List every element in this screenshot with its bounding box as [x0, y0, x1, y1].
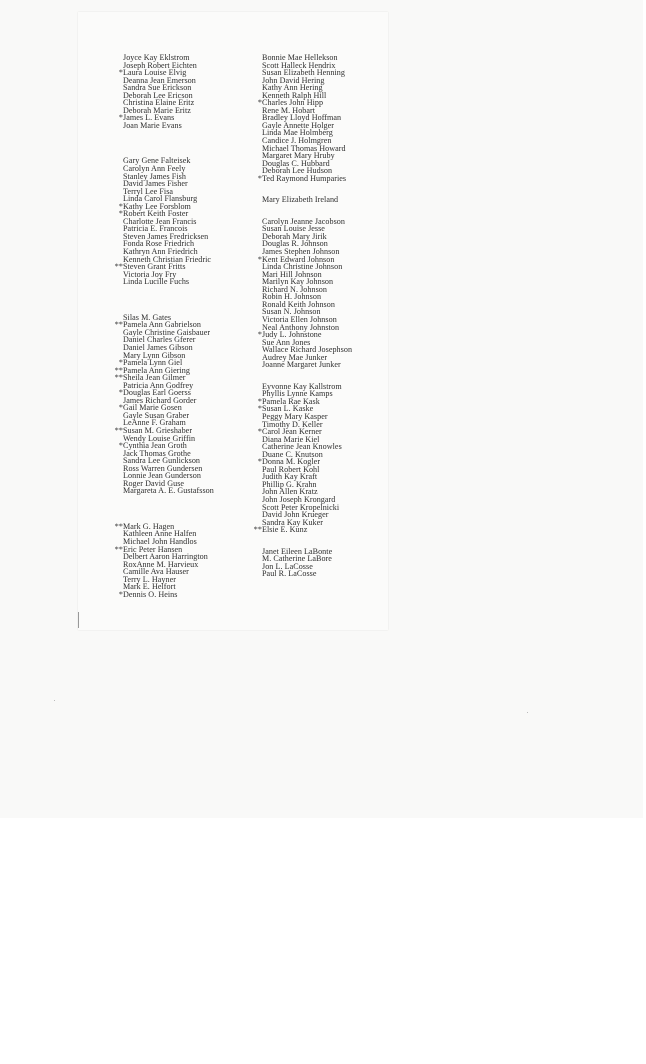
student-name: Christina Elaine Eritz	[123, 98, 195, 108]
student-name: Charles John Hipp	[262, 98, 324, 108]
student-name: Douglas R. Johnson	[262, 239, 328, 249]
student-name: John Joseph Krongard	[262, 494, 336, 504]
student-name: Marilyn Kay Johnson	[262, 277, 334, 287]
student-name: John David Hering	[262, 75, 325, 85]
student-name: Fonda Rose Friedrich	[123, 239, 195, 249]
student-name: Deanna Jean Emerson	[123, 75, 196, 85]
honor-mark: *	[257, 457, 262, 467]
name-entry	[251, 175, 352, 183]
name-column-left	[112, 54, 214, 598]
student-name: Ronald Keith Johnson	[262, 299, 335, 309]
name-group	[112, 54, 214, 129]
student-name: Ross Warren Gundersen	[123, 463, 203, 473]
name-entry	[251, 196, 352, 204]
honor-mark: *	[118, 358, 123, 368]
honor-mark: *	[257, 404, 262, 414]
student-name: Lonnie Jean Gunderson	[123, 471, 201, 481]
name-group	[251, 548, 352, 578]
student-name: Janet Eileen LaBonte	[262, 546, 333, 556]
student-name: Joyce Kay Eklstrom	[123, 53, 190, 62]
student-name: Victoria Joy Fry	[123, 269, 177, 279]
student-name: Steven Grant Fritts	[123, 262, 186, 272]
student-name: Roger David Guse	[123, 478, 185, 488]
honor-mark: *	[257, 427, 262, 437]
student-name: Kent Edward Johnson	[262, 254, 335, 264]
student-name: Pamela Lynn Giel	[123, 358, 183, 368]
student-name: Scott Peter Kropelnicki	[262, 502, 340, 512]
student-name: Kenneth Christian Friedric	[123, 254, 212, 264]
student-name: RoxAnne M. Harvieux	[123, 559, 199, 569]
student-name: M. Catherine LaBore	[262, 554, 332, 564]
student-name: Jack Thomas Grothe	[123, 448, 191, 458]
student-name: Charlotte Jean Francis	[123, 216, 197, 226]
honor-mark: **	[114, 365, 123, 375]
student-name: Camille Ava Hauser	[123, 567, 189, 577]
student-name: Kathleen Anne Halfen	[123, 529, 197, 539]
scan-speck	[54, 700, 55, 701]
honor-mark: *	[118, 113, 123, 123]
student-name: Peggy Mary Kasper	[262, 411, 328, 421]
name-column-right	[251, 54, 352, 578]
name-entry	[112, 278, 214, 286]
student-name: Deborah Mary Jirik	[262, 231, 327, 241]
student-name: Deborah Marie Eritz	[123, 105, 191, 115]
student-name: Judy L. Johnstone	[262, 330, 322, 340]
student-name: Carolyn Jeanne Jacobson	[262, 216, 345, 226]
honor-mark: *	[118, 209, 123, 219]
student-name: Wallace Richard Josephson	[262, 345, 353, 355]
student-name: LeAnne F. Graham	[123, 418, 186, 428]
student-name: Susan Louise Jesse	[262, 224, 325, 234]
student-name: Catherine Jean Knowles	[262, 442, 342, 452]
student-name: Mark E. Helfort	[123, 582, 176, 592]
student-name: Kathy Lee Forsblom	[123, 201, 191, 211]
name-group	[112, 157, 214, 285]
student-name: David James Fisher	[123, 179, 188, 189]
student-name: Cynthia Jean Groth	[123, 441, 187, 451]
name-group	[112, 523, 214, 598]
name-group	[112, 314, 214, 495]
student-name: Gail Marie Gosen	[123, 403, 182, 413]
student-name: Susan Elizabeth Henning	[262, 68, 345, 78]
name-entry	[251, 570, 352, 578]
page-edge-mark	[78, 612, 79, 628]
student-name: Phillip G. Krahn	[262, 479, 317, 489]
student-name: Daniel Charles Gferer	[123, 335, 196, 345]
honor-mark: *	[118, 388, 123, 398]
student-name: Gayle Annette Holger	[262, 120, 335, 130]
student-name: Gayle Susan Graber	[123, 410, 190, 420]
student-name: Carol Jean Kerner	[262, 427, 322, 437]
student-name: Linda Lucille Fuchs	[123, 277, 190, 287]
student-name: Scott Halleck Hendrix	[262, 60, 336, 70]
name-group	[251, 218, 352, 369]
student-name: Michael John Handlos	[123, 536, 197, 546]
student-name: James L. Evans	[123, 113, 175, 123]
student-name: Susan M. Grieshaber	[123, 425, 193, 435]
honor-mark: **	[114, 373, 123, 383]
student-name: Joan Marie Evans	[123, 120, 182, 130]
student-name: Wendy Louise Griffin	[123, 433, 196, 443]
student-name: Sheila Jean Gilmer	[123, 373, 186, 383]
student-name: Linda Mae Holmberg	[262, 128, 333, 138]
honor-mark: **	[253, 525, 262, 535]
name-entry	[112, 591, 214, 599]
student-name: Sue Ann Jones	[262, 337, 311, 347]
student-name: Elsie E. Kunz	[262, 525, 308, 535]
student-name: Pamela Ann Giering	[123, 365, 190, 375]
student-name: Deborah Lee Hudson	[262, 166, 333, 176]
student-name: Bonnie Mae Hellekson	[262, 53, 338, 62]
student-name: Gary Gene Falteisek	[123, 156, 191, 166]
student-name: Silas M. Gates	[123, 312, 172, 322]
student-name: Donna M. Kogler	[262, 457, 321, 467]
name-entry	[112, 487, 214, 495]
honor-mark: *	[257, 330, 262, 340]
student-name: Kathryn Ann Friedrich	[123, 247, 198, 257]
name-group	[251, 54, 352, 182]
student-name: Patricia E. Francois	[123, 224, 188, 234]
student-name: Robin H. Johnson	[262, 292, 322, 302]
name-group	[251, 196, 352, 204]
student-name: Kenneth Ralph Hill	[262, 90, 327, 100]
honor-mark: *	[257, 173, 262, 183]
honor-mark: *	[118, 68, 123, 78]
student-name: Candice J. Holmgren	[262, 136, 332, 146]
honor-mark: *	[118, 201, 123, 211]
student-name: Susan L. Kaske	[262, 404, 314, 414]
student-name: Douglas C. Hubbard	[262, 158, 330, 168]
student-name: Duane C. Knutson	[262, 449, 323, 459]
student-name: Daniel James Gibson	[123, 342, 193, 352]
student-name: Paul Robert Kohl	[262, 464, 320, 474]
student-name: Michael Thomas Howard	[262, 143, 346, 153]
honor-mark: *	[118, 589, 123, 599]
student-name: Eyvonne Kay Kallstrom	[262, 381, 342, 391]
student-name: Patricia Ann Godfrey	[123, 380, 194, 390]
honor-mark: **	[114, 320, 123, 330]
student-name: Pamela Rae Kask	[262, 396, 320, 406]
student-name: Rene M. Hobart	[262, 105, 316, 115]
name-group	[251, 383, 352, 534]
student-name: Jon L. LaCosse	[262, 561, 313, 571]
student-name: Margaret Mary Hruby	[262, 151, 335, 161]
student-name: Phyllis Lynne Kamps	[262, 389, 333, 399]
honor-mark: *	[257, 396, 262, 406]
name-entry	[112, 122, 214, 130]
student-name: Delbert Aaron Harrington	[123, 552, 208, 562]
honor-mark: **	[114, 262, 123, 272]
student-name: Terryl Lee Fisa	[123, 186, 174, 196]
student-name: Audrey Mae Junker	[262, 352, 328, 362]
student-name: Timothy D. Keller	[262, 419, 323, 429]
student-name: Laura Louise Elvig	[123, 68, 187, 78]
student-name: Richard N. Johnson	[262, 284, 327, 294]
student-name: Sandra Kay Kuker	[262, 517, 324, 527]
student-name: John Allen Kratz	[262, 487, 318, 497]
student-name: Paul R. LaCosse	[262, 569, 317, 579]
student-name: Linda Christine Johnson	[262, 262, 343, 272]
student-name: Steven James Fredricksen	[123, 231, 209, 241]
student-name: Dennis O. Heins	[123, 589, 178, 599]
student-name: Eric Peter Hansen	[123, 544, 183, 554]
student-name: Mark G. Hagen	[123, 521, 175, 531]
student-name: Linda Carol Flansburg	[123, 194, 198, 204]
student-name: James Stephen Johnson	[262, 247, 340, 257]
honor-mark: *	[257, 98, 262, 108]
student-name: Mary Elizabeth Ireland	[262, 195, 339, 205]
student-name: Carolyn Ann Feely	[123, 164, 186, 174]
student-name: Joseph Robert Eichten	[123, 60, 197, 70]
name-entry	[251, 361, 352, 369]
student-name: Robert Keith Foster	[123, 209, 189, 219]
student-name: Neal Anthony Johnston	[262, 322, 340, 332]
student-name: David John Krueger	[262, 510, 329, 520]
honor-mark: **	[114, 544, 123, 554]
name-entry	[251, 526, 352, 534]
student-name: Gayle Christine Gaisbauer	[123, 327, 211, 337]
student-name: Victoria Ellen Johnson	[262, 314, 337, 324]
honor-mark: **	[114, 425, 123, 435]
student-name: Sandra Lee Gunlickson	[123, 456, 201, 466]
student-name: James Richard Gorder	[123, 395, 197, 405]
student-name: Margareta A. E. Gustafsson	[123, 486, 214, 496]
student-name: Susan N. Johnson	[262, 307, 321, 317]
student-name: Deborah Lee Ericson	[123, 90, 193, 100]
student-name: Ted Raymond Humparies	[262, 173, 347, 183]
student-name: Bradley Lloyd Hoffman	[262, 113, 342, 123]
honor-mark: *	[257, 254, 262, 264]
student-name: Stanley James Fish	[123, 171, 186, 181]
student-name: Kathy Ann Hering	[262, 83, 323, 93]
student-name: Pamela Ann Gabrielson	[123, 320, 201, 330]
student-name: Douglas Earl Goerss	[123, 388, 191, 398]
student-name: Judith Kay Kraft	[262, 472, 318, 482]
student-name: Diana Marie Kiel	[262, 434, 320, 444]
honor-mark: **	[114, 521, 123, 531]
student-name: Joanne Margaret Junker	[262, 360, 341, 370]
scan-speck	[527, 712, 528, 713]
honor-mark: *	[118, 403, 123, 413]
student-name: Mari Hill Johnson	[262, 269, 322, 279]
student-name: Terry L. Hayner	[123, 574, 176, 584]
student-name: Mary Lynn Gibson	[123, 350, 186, 360]
student-name: Sandra Sue Erickson	[123, 83, 192, 93]
honor-mark: *	[118, 441, 123, 451]
